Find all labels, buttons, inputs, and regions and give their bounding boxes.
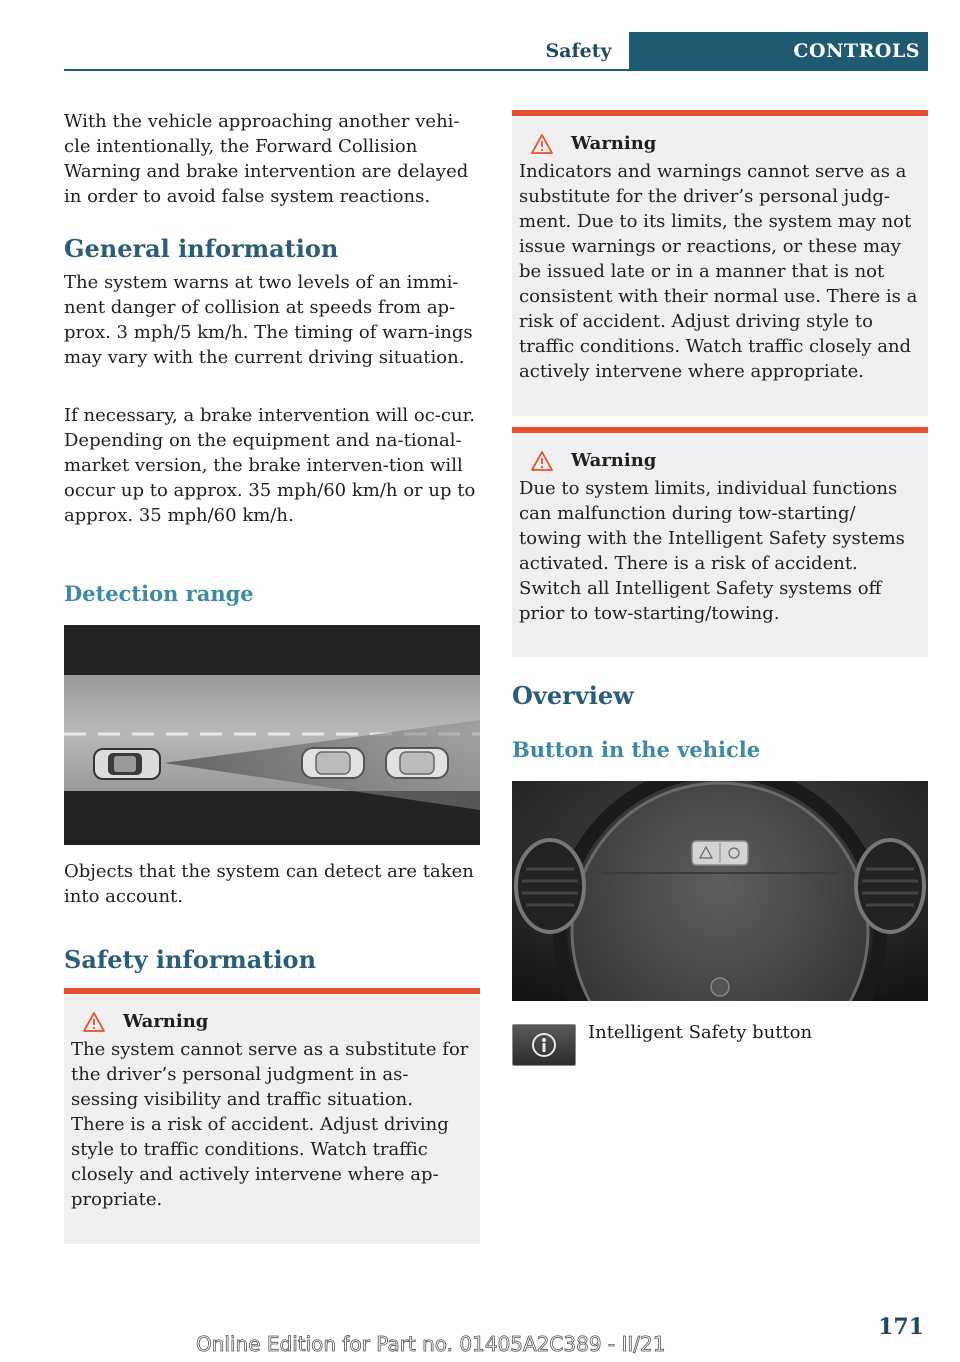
page-number: 171 — [878, 1314, 924, 1340]
safety-information-heading: Safety information — [64, 945, 317, 974]
warning-text: The system cannot serve as a substitute for the driver’s personal judgment in as-sessing visibility and traffic situation. There is a risk of accident. Adjust driving style to traffic conditions. Watch traffic closely and actively intervene where ap-propriate. — [71, 1039, 469, 1210]
own-car-icon — [94, 749, 160, 779]
detection-range-drawing — [64, 625, 480, 845]
general-information-paragraph-1: The system warns at two levels of an immi-nent danger of collision at speeds from ap-prox. 3 mph/5 km/h. The timing of warn-ings may vary with the current driving situation. — [64, 272, 473, 368]
warning-box-3 — [512, 427, 928, 657]
warning-triangle-icon — [83, 1012, 105, 1032]
general-information-paragraph-2: If necessary, a brake intervention will oc-cur. Depending on the equipment and na-tional-market version, the brake interven-tion will occur up to approx. 35 mph/60 km/h or up to approx. 35 mph/60 km/h. — [64, 405, 476, 526]
warning-triangle-icon — [531, 134, 553, 154]
page-footer — [0, 1314, 960, 1362]
header-rule — [64, 69, 928, 71]
warning-text: Indicators and warnings cannot serve as a substitute for the driver’s personal judg-ment. Due to its limits, the system may not issue warnings or reactions, or these may be issued late or in a manner that is not consistent with their normal use. There is a risk of accident. Adjust driving style to traffic conditions. Watch traffic closely and actively intervene where appropriate. — [519, 161, 918, 382]
left-air-vent — [516, 840, 584, 932]
dashboard-drawing — [512, 781, 928, 1001]
warning-title: Warning — [123, 1011, 209, 1032]
detection-range-heading: Detection range — [64, 581, 254, 606]
detection-range-caption: Objects that the system can detect are taken into account. — [64, 861, 474, 907]
warning-title: Warning — [571, 450, 657, 471]
general-information-heading: General information — [64, 234, 339, 263]
warning-title: Warning — [571, 133, 657, 154]
warning-text: Due to system limits, individual functions can malfunction during tow-starting/ towing with the Intelligent Safety systems activated. There is a risk of accident. Switch all Intelligent Safety systems off prior to tow-starting/towing. — [519, 478, 905, 624]
dashboard-button-photo — [512, 781, 928, 1001]
detection-range-illustration — [64, 625, 480, 845]
edition-watermark: Online Edition for Part no. 01405A2C389 - II/21 — [196, 1332, 666, 1356]
intelligent-safety-symbol — [530, 1031, 558, 1059]
overview-heading: Overview — [512, 681, 634, 710]
intelligent-safety-button-icon — [512, 1024, 576, 1066]
header-chapter-title: CONTROLS — [629, 32, 928, 70]
hazard-and-safety-buttons — [692, 841, 748, 865]
intro-paragraph: With the vehicle approaching another vehi-cle intentionally, the Forward Collision Warning and brake intervention are delayed in order to avoid false system reactions. — [64, 111, 469, 207]
button-in-vehicle-heading: Button in the vehicle — [512, 737, 761, 762]
warning-triangle-icon — [531, 451, 553, 471]
vehicle-ahead-1-icon — [302, 748, 364, 778]
vehicle-ahead-2-icon — [386, 748, 448, 778]
right-air-vent — [856, 840, 924, 932]
header-section-title: Safety — [545, 40, 612, 62]
warning-box-1 — [64, 988, 480, 1244]
intelligent-safety-button-caption: Intelligent Safety button — [588, 1022, 813, 1043]
warning-box-2 — [512, 110, 928, 416]
